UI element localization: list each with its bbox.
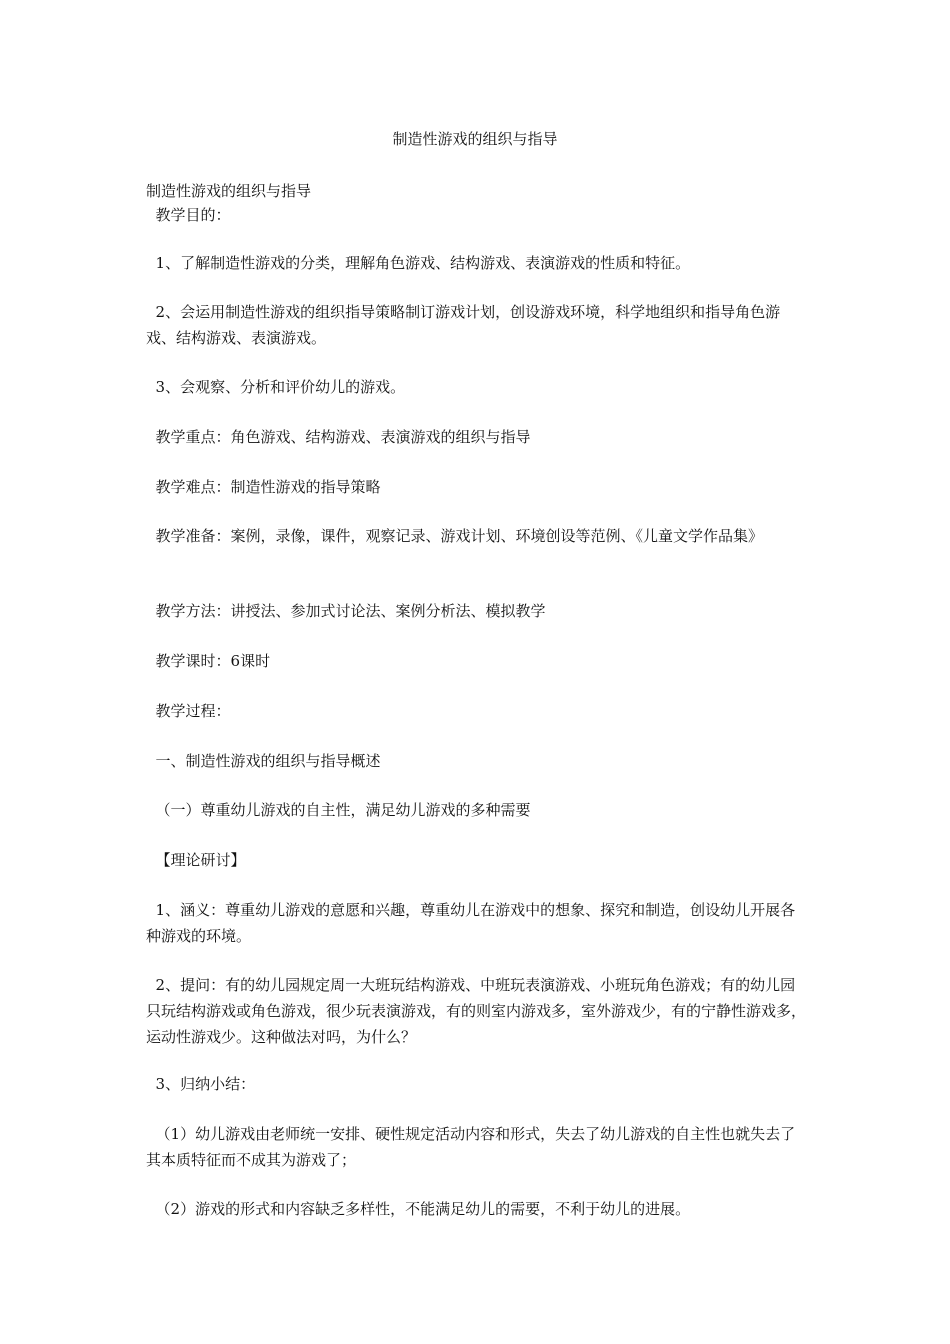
- subsection-1-heading: （一）尊重幼儿游戏的自主性，满足幼儿游戏的多种需要: [146, 801, 531, 819]
- teaching-hours: 教学课时：6课时: [146, 652, 271, 670]
- goal-1: 1、了解制造性游戏的分类，理解角色游戏、结构游戏、表演游戏的性质和特征。: [146, 254, 691, 272]
- teaching-goals-label: 教学目的：: [146, 206, 231, 224]
- summary-item-1: （1）幼儿游戏由老师统一安排、硬性规定活动内容和形式，失去了幼儿游戏的自主性也就失去了其本质特征而不成其为游戏了；: [146, 1125, 796, 1169]
- point-3-summary: 3、归纳小结：: [146, 1075, 256, 1093]
- section-1-heading: 一、制造性游戏的组织与指导概述: [146, 752, 381, 770]
- document-title: 制造性游戏的组织与指导: [392, 130, 558, 148]
- theory-discussion-label: 【理论研讨】: [146, 851, 246, 869]
- doc-heading: 制造性游戏的组织与指导: [146, 182, 312, 200]
- goal-3: 3、会观察、分析和评价幼儿的游戏。: [146, 378, 406, 396]
- teaching-difficulty: 教学难点：制造性游戏的指导策略: [146, 478, 381, 496]
- point-1-meaning: 1、涵义：尊重幼儿游戏的意愿和兴趣，尊重幼儿在游戏中的想象、探究和制造，创设幼儿开展各种游戏的环境。: [146, 901, 796, 945]
- teaching-preparation: 教学准备：案例，录像，课件，观察记录、游戏计划、环境创设等范例、《儿童文学作品集》: [146, 527, 764, 545]
- goal-2: 2、会运用制造性游戏的组织指导策略制订游戏计划，创设游戏环境，科学地组织和指导角色游戏、结构游戏、表演游戏。: [146, 303, 781, 347]
- teaching-focus: 教学重点：角色游戏、结构游戏、表演游戏的组织与指导: [146, 428, 531, 446]
- summary-item-2: （2）游戏的形式和内容缺乏多样性，不能满足幼儿的需要，不利于幼儿的进展。: [146, 1200, 691, 1218]
- teaching-process: 教学过程：: [146, 702, 231, 720]
- teaching-methods: 教学方法：讲授法、参加式讨论法、案例分析法、模拟教学: [146, 602, 546, 620]
- point-2-question: 2、提问：有的幼儿园规定周一大班玩结构游戏、中班玩表演游戏、小班玩角色游戏；有的幼儿园只玩结构游戏或角色游戏，很少玩表演游戏，有的则室内游戏多，室外游戏少，有的宁静性游戏多，运动性游戏少。这种做法对吗，为什么？: [146, 976, 807, 1046]
